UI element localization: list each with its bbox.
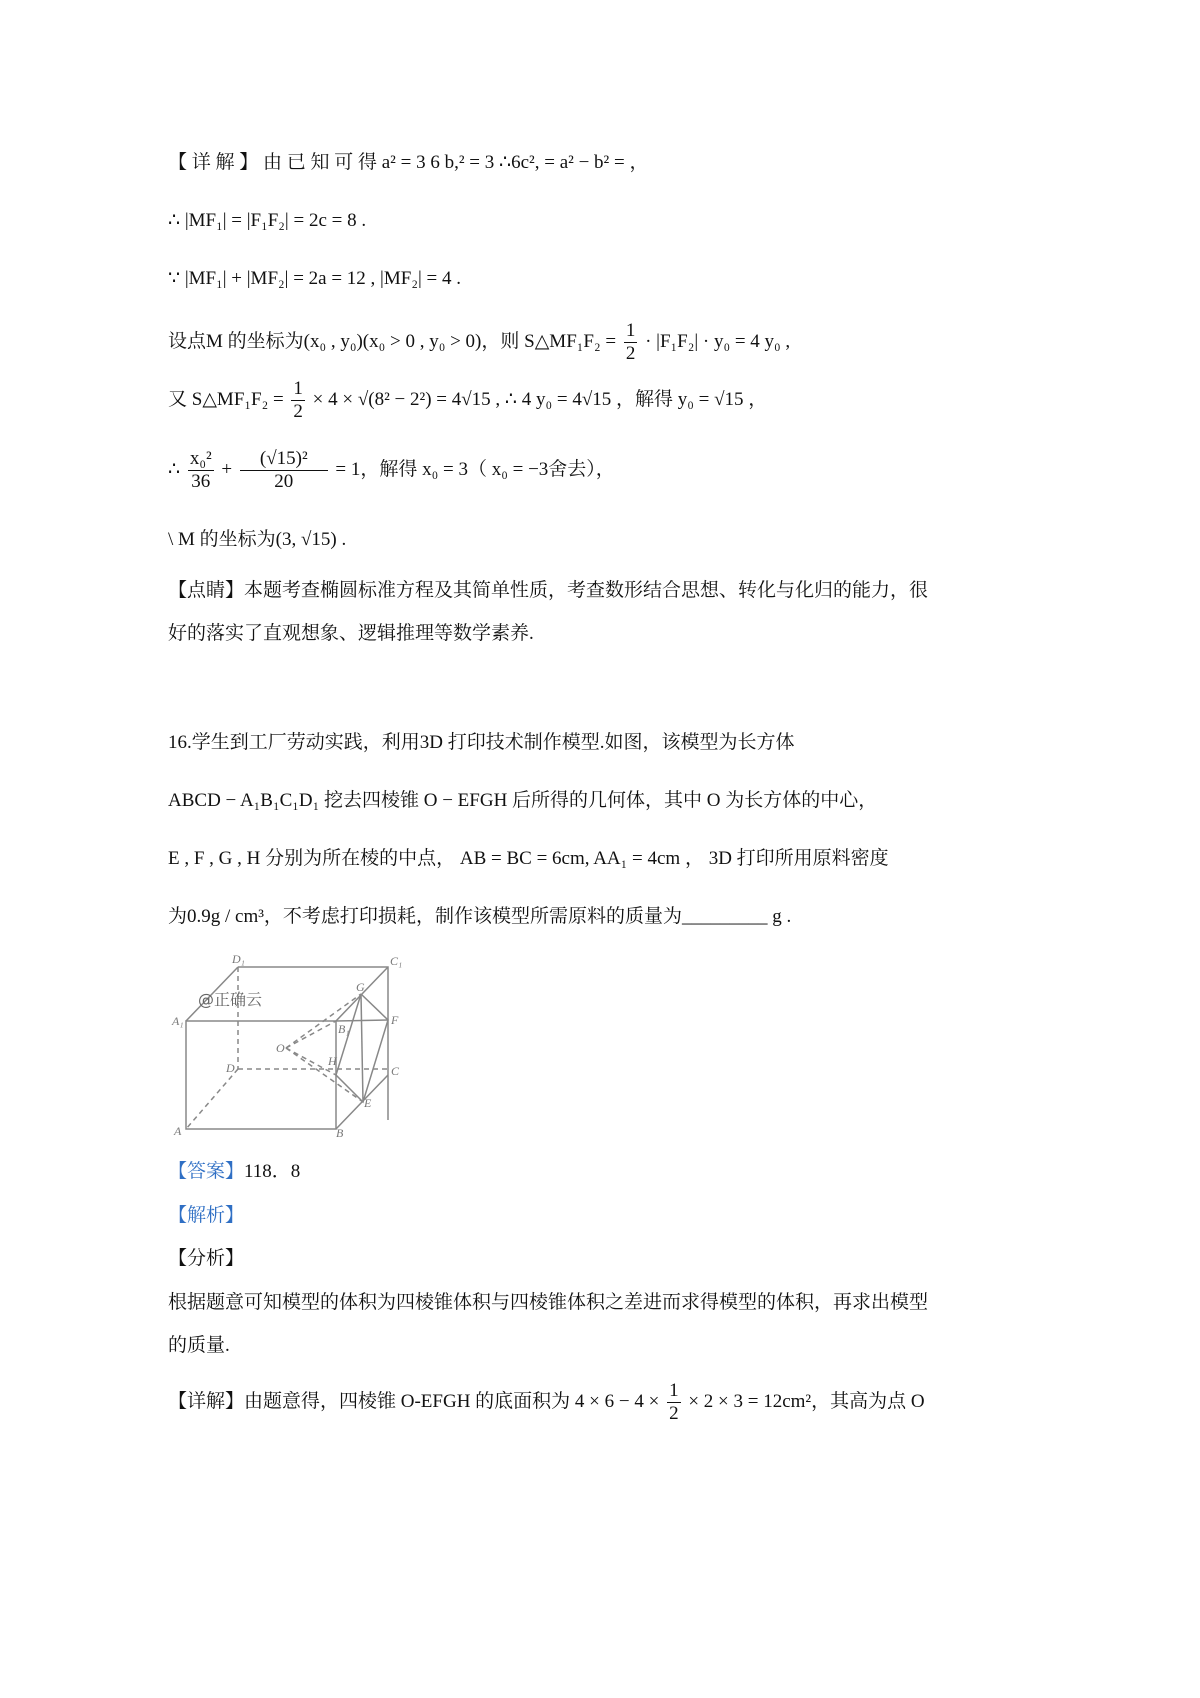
detail-line-1: 【 详 解 】 由 已 知 可 得 a² = 3 6 b,² = 3 ∴6c², = a² − b² = ， (168, 152, 649, 173)
denominator: 20 (274, 471, 294, 492)
analysis-label: 【解析】 (168, 1205, 245, 1226)
answer-label: 【答案】 (168, 1161, 245, 1182)
fraction-x0sq-36 (188, 448, 214, 493)
text: + (221, 458, 233, 480)
remark-line-1: 【点睛】本题考查椭圆标准方程及其简单性质，考查数形结合思想、转化与化归的能力，很 (168, 580, 929, 601)
label-H: H (328, 1054, 337, 1068)
question-line-1: 16.学生到工厂劳动实践，利用3D 打印技术制作模型.如图，该模型为长方体 (168, 732, 795, 753)
denominator: 2 (669, 1403, 679, 1424)
detail-line-4 (168, 320, 790, 365)
text: 设点M 的坐标为(x₀ , y₀)(x₀ > 0 , y₀ > 0)，则 S△MF₁F₂ = (168, 330, 617, 352)
text: × 4 × √(8² − 2²) = 4√15 , ∴ 4 y₀ = 4√15 ，解得 y₀ = √15 ， (312, 388, 768, 410)
fenxi-line-1: 根据题意可知模型的体积为四棱锥体积与四棱锥体积之差进而求得模型的体积，再求出模型 (168, 1292, 929, 1313)
detail-line-3: ∵ |MF₁| + |MF₂| = 2a = 12 , |MF₂| = 4 . (168, 268, 461, 289)
numerator: 1 (669, 1380, 679, 1401)
denominator: 36 (191, 471, 211, 492)
label-B: B (336, 1126, 344, 1140)
text: ∴ (168, 458, 181, 480)
watermark: @正确云 (198, 990, 263, 1009)
detail-line-7: \ M 的坐标为(3, √15) . (168, 529, 347, 550)
label-O: O (276, 1041, 285, 1055)
text: 又 S△MF₁F₂ = (168, 388, 284, 410)
answer-value: 118．8 (244, 1161, 301, 1182)
detail-line-6 (168, 448, 615, 493)
question-line-2: ABCD − A₁B₁C₁D₁ 挖去四棱锥 O − EFGH 后所得的几何体，其中 O 为长方体的中心， (168, 790, 878, 811)
label-D1: D₁ (232, 952, 245, 966)
numerator: x₀² (189, 448, 212, 469)
label-C: C (391, 1064, 400, 1078)
label-A1: A₁ (172, 1014, 184, 1028)
fraction-sqrt15sq-20 (240, 448, 328, 493)
solution-detail-line (168, 1380, 925, 1425)
label-A: A (174, 1124, 182, 1138)
label-D: D (226, 1061, 235, 1075)
label-F: F (391, 1013, 399, 1027)
fenxi-label: 【分析】 (168, 1248, 245, 1269)
label-B1: B₁ (338, 1022, 350, 1036)
question-line-4: 为0.9g / cm³，不考虑打印损耗，制作该模型所需原料的质量为_________ g . (168, 906, 792, 927)
question-line-3: E , F , G , H 分别为所在棱的中点， AB = BC = 6cm, AA₁ = 4cm ， 3D 打印所用原料密度 (168, 848, 889, 869)
label-C1: C₁ (390, 954, 403, 968)
numerator: (√15)² (240, 448, 328, 471)
fraction-half (667, 1380, 681, 1425)
label-E: E (364, 1096, 372, 1110)
vertex-labels (171, 952, 402, 1140)
label-G: G (356, 980, 365, 994)
fraction-half (624, 320, 638, 365)
denominator: 2 (293, 401, 303, 422)
cuboid-figure (168, 945, 418, 1140)
text: 【详解】由题意得，四棱锥 O-EFGH 的底面积为 4 × 6 − 4 × (168, 1390, 660, 1412)
text: × 2 × 3 = 12cm²，其高为点 O (688, 1390, 925, 1412)
fraction-half (291, 378, 305, 423)
text: = 1，解得 x₀ = 3（ x₀ = −3舍去）， (335, 458, 615, 480)
detail-line-2: ∴ |MF₁| = |F₁F₂| = 2c = 8 . (168, 210, 367, 231)
text: · |F₁F₂| · y₀ = 4 y₀ , (645, 330, 791, 352)
remark-line-2: 好的落实了直观想象、逻辑推理等数学素养. (168, 623, 534, 644)
numerator: 1 (293, 378, 303, 399)
answer-line (168, 1159, 300, 1185)
detail-line-5 (168, 378, 767, 423)
numerator: 1 (625, 320, 636, 341)
denominator: 2 (625, 343, 636, 364)
fenxi-line-2: 的质量. (168, 1335, 230, 1356)
